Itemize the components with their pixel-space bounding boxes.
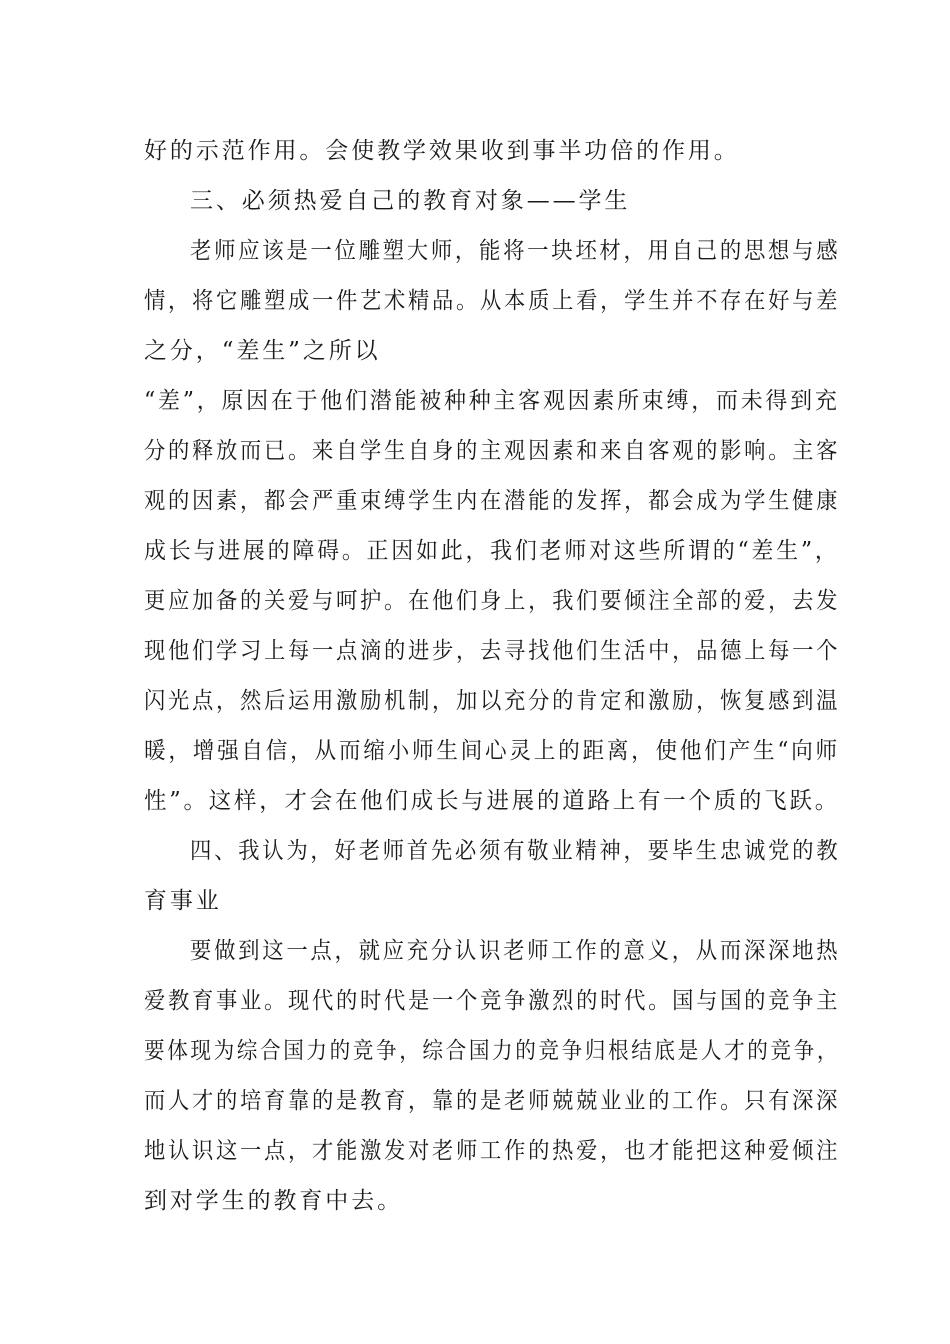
text-line: 更应加备的关爱与呵护。在他们身上，我们要倾注全部的爱，去发 [144,588,841,614]
text-line: 性”。这样，才会在他们成长与进展的道路上有一个质的飞跃。 [144,788,840,814]
text-line: 好的示范作用。会使教学效果收到事半功倍的作用。 [144,138,740,164]
section-heading-continued: 育事业 [144,888,222,914]
text-line: 爱教育事业。现代的时代是一个竞争激烈的时代。国与国的竞争主 [144,988,841,1014]
text-line: 之分，“差生”之所以 [144,338,381,364]
text-line: 情，将它雕塑成一件艺术精品。从本质上看，学生并不存在好与差 [144,288,841,314]
text-line: 观的因素，都会严重束缚学生内在潜能的发挥，都会成为学生健康 [144,488,841,514]
text-line: 老师应该是一位雕塑大师，能将一块坯材，用自己的思想与感 [190,238,841,264]
text-line: 要做到这一点，就应充分认识老师工作的意义，从而深深地热 [190,938,841,964]
text-line: 闪光点，然后运用激励机制，加以充分的肯定和激励，恢复感到温 [144,688,841,714]
section-heading: 四、我认为，好老师首先必须有敬业精神，要毕生忠诚党的教 [190,838,841,864]
text-line: 暖，增强自信，从而缩小师生间心灵上的距离，使他们产生“向师 [144,738,840,764]
text-line: 成长与进展的障碍。正因如此，我们老师对这些所谓的“差生”， [144,538,840,564]
text-line: 地认识这一点，才能激发对老师工作的热爱，也才能把这种爱倾注 [144,1138,841,1164]
section-heading: 三、必须热爱自己的教育对象——学生 [190,188,631,214]
text-line: 分的释放而已。来自学生自身的主观因素和来自客观的影响。主客 [144,438,841,464]
text-line: 而人才的培育靠的是教育，靠的是老师兢兢业业的工作。只有深深 [144,1088,841,1114]
text-line: 要体现为综合国力的竞争，综合国力的竞争归根结底是人才的竞争， [144,1038,841,1064]
text-line: “差”，原因在于他们潜能被种种主客观因素所束缚，而未得到充 [144,388,840,414]
text-line: 到对学生的教育中去。 [144,1188,403,1214]
text-line: 现他们学习上每一点滴的进步，去寻找他们生活中，品德上每一个 [144,638,841,664]
